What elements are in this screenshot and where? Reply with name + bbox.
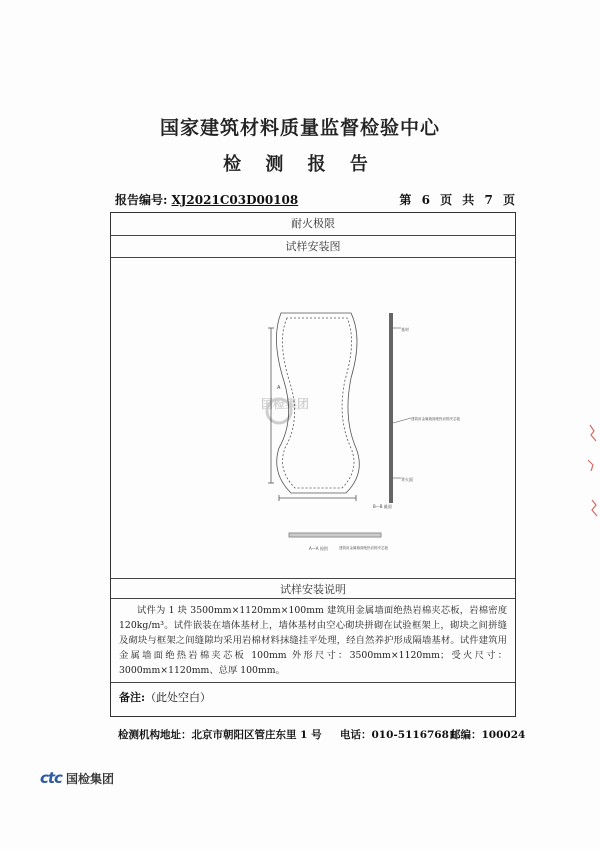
label-note1: 建筑用金属墙面绝热岩棉夹芯板 — [339, 546, 388, 550]
remarks — [111, 683, 515, 716]
installation-drawing — [111, 258, 515, 579]
logo-chinese: 国检集团 — [65, 771, 114, 786]
footer-phone: 电话：010-51167681 — [340, 729, 457, 741]
remarks-text: （此处空白） — [145, 691, 212, 704]
installation-description: 试件为 1 块 3500mm×1120mm×100mm 建筑用金属墙面绝热岩棉夹芯板，岩棉密度 120kg/m³。试件嵌装在墙体基材上，墙体基材由空心砌块拼砌在试验框架上，砌块之间拼缝及砌块与框架之间缝隙均采用岩棉材料抹缝挂平处理，经自然养护形成隔墙基材。试件建筑用金属墙面绝热岩棉夹芯板 100mm 外形尺寸：3500mm×1120mm；受火尺寸：3000mm×1120mm、总厚 100mm。 — [111, 599, 515, 683]
ctc-logo — [40, 769, 114, 787]
drawing-svg — [111, 258, 515, 579]
installation-drawing-heading: 试样安装图 — [111, 236, 515, 258]
side-section — [373, 313, 460, 509]
report-number-value: XJ2021C03D00108 — [171, 193, 299, 207]
label-bb: B—B 截面 — [373, 504, 392, 509]
footer-postcode: 邮编：100024 — [450, 729, 526, 741]
label-top: 基材 — [401, 327, 409, 332]
label-note2: 建筑用金属墙面绝热岩棉夹芯板 — [411, 417, 460, 421]
watermark-text: 国检集团 — [261, 397, 310, 411]
footer-address: 检测机构地址：北京市朝阳区管庄东里 1 号 — [118, 729, 322, 741]
report-number-label: 报告编号: — [115, 193, 168, 207]
watermark — [261, 396, 309, 423]
seal-edge-mark — [582, 420, 600, 540]
org-title: 国家建筑材料质量监督检验中心 — [159, 117, 440, 139]
report-number — [115, 191, 298, 208]
report-table — [110, 212, 516, 717]
label-a: A — [277, 385, 281, 391]
logo-mark: ctc — [40, 769, 62, 787]
label-side: 背火面 — [401, 477, 413, 482]
installation-description-heading: 试样安装说明 — [111, 579, 515, 599]
page-info: 第 6 页 共 7 页 — [399, 193, 515, 207]
fire-resistance-heading: 耐火极限 — [111, 213, 515, 236]
label-aa: A—A 视图 — [309, 546, 328, 551]
remarks-label: 备注: — [119, 691, 146, 704]
report-title: 检 测 报 告 — [223, 154, 377, 175]
